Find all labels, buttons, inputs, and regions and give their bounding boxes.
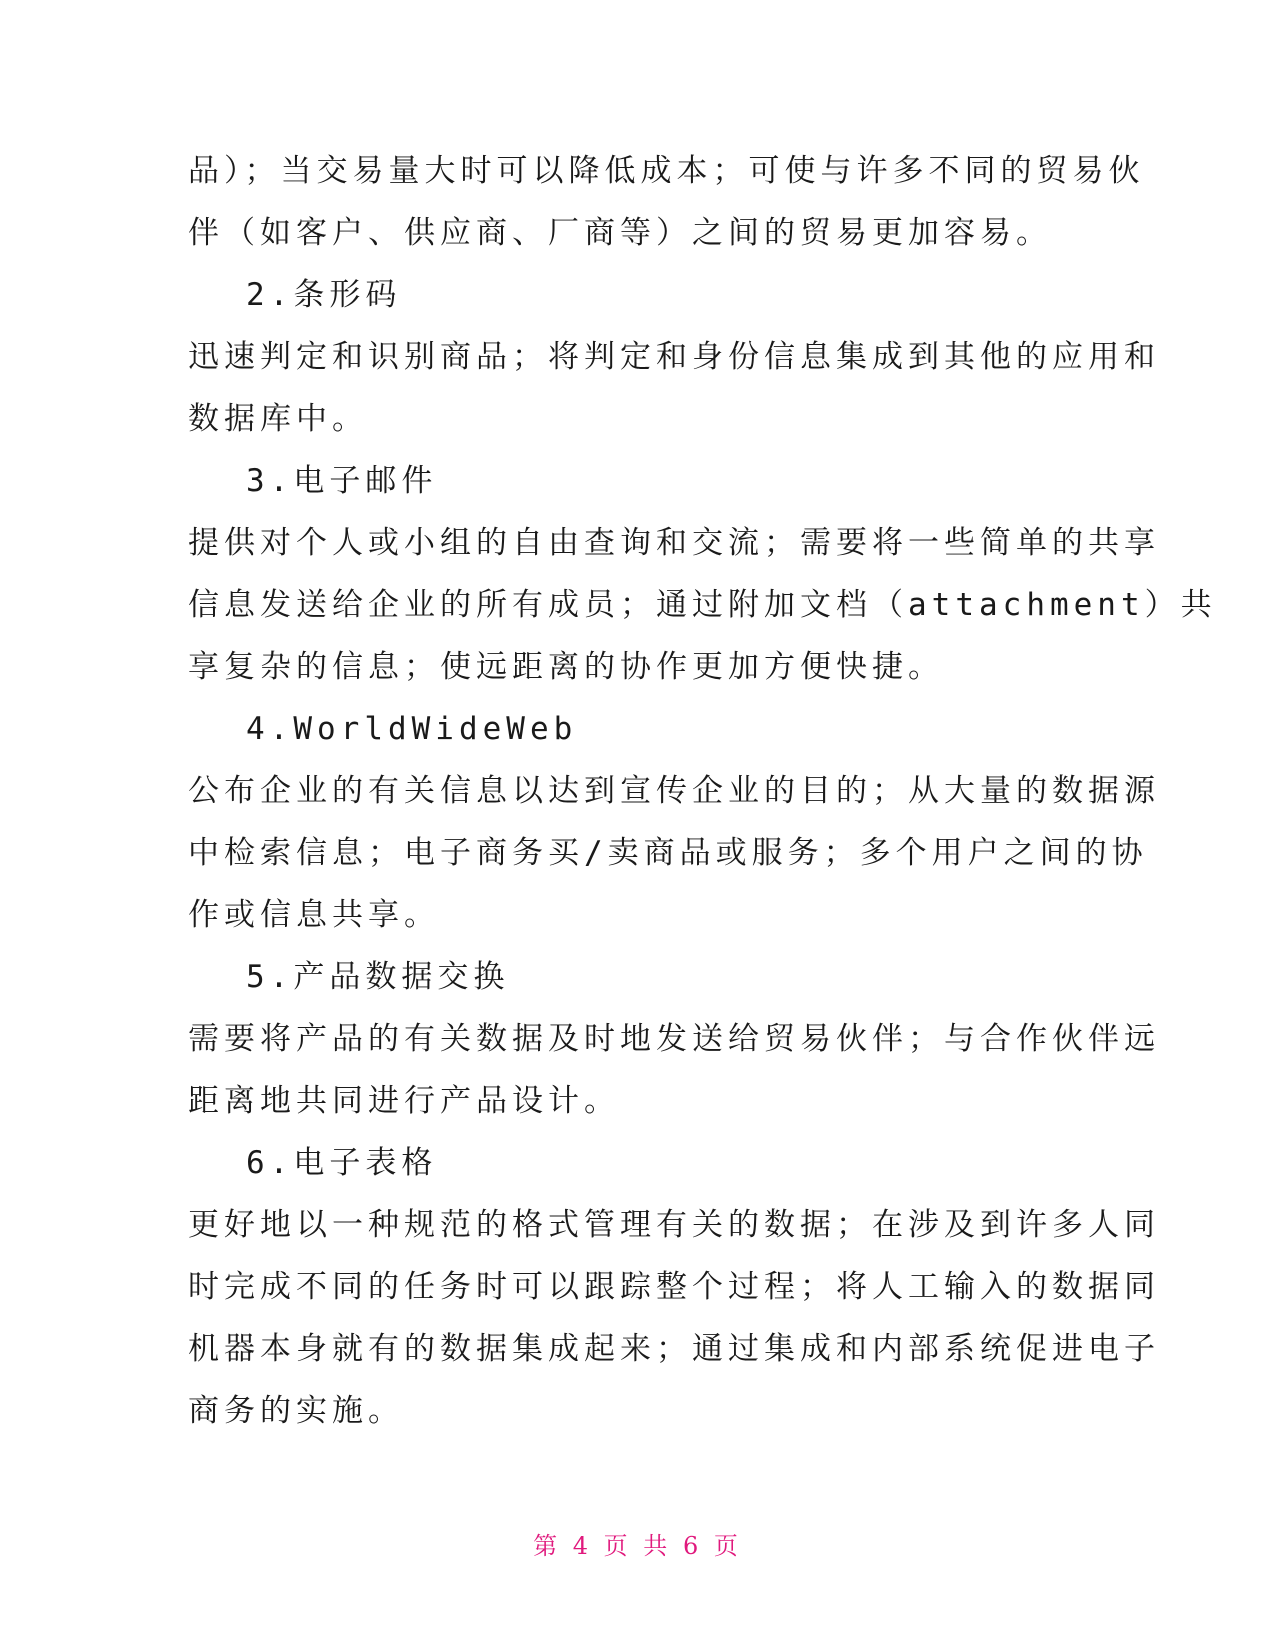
paragraph-line: 中检索信息；电子商务买/卖商品或服务；多个用户之间的协	[188, 835, 1148, 871]
paragraph-line: 品）；当交易量大时可以降低成本；可使与许多不同的贸易伙	[188, 153, 1145, 189]
section-heading: 3.电子邮件	[246, 463, 438, 499]
section-heading: 4.WorldWideWeb	[246, 711, 578, 747]
paragraph-line: 时完成不同的任务时可以跟踪整个过程；将人工输入的数据同	[188, 1269, 1160, 1305]
paragraph-line: 需要将产品的有关数据及时地发送给贸易伙伴；与合作伙伴远	[188, 1021, 1160, 1057]
section-heading: 6.电子表格	[246, 1145, 438, 1181]
paragraph-line: 提供对个人或小组的自由查询和交流；需要将一些简单的共享	[188, 525, 1160, 561]
paragraph-line: 机器本身就有的数据集成起来；通过集成和内部系统促进电子	[188, 1331, 1160, 1367]
page-number-footer: 第 4 页 共 6 页	[533, 1532, 742, 1560]
paragraph-line: 信息发送给企业的所有成员；通过附加文档（attachment）共	[188, 587, 1217, 623]
paragraph-line: 迅速判定和识别商品；将判定和身份信息集成到其他的应用和	[188, 339, 1160, 375]
paragraph-line: 更好地以一种规范的格式管理有关的数据；在涉及到许多人同	[188, 1207, 1160, 1243]
paragraph-line: 距离地共同进行产品设计。	[188, 1083, 620, 1119]
paragraph-line: 公布企业的有关信息以达到宣传企业的目的；从大量的数据源	[188, 773, 1160, 809]
section-heading: 5.产品数据交换	[246, 959, 510, 995]
paragraph-line: 享复杂的信息；使远距离的协作更加方便快捷。	[188, 649, 944, 685]
document-body	[188, 140, 1217, 1442]
section-heading: 2.条形码	[246, 277, 402, 313]
paragraph-line: 作或信息共享。	[188, 897, 440, 933]
paragraph-line: 数据库中。	[188, 401, 368, 437]
paragraph-line: 伴（如客户、供应商、厂商等）之间的贸易更加容易。	[188, 215, 1052, 251]
paragraph-line: 商务的实施。	[188, 1393, 404, 1429]
